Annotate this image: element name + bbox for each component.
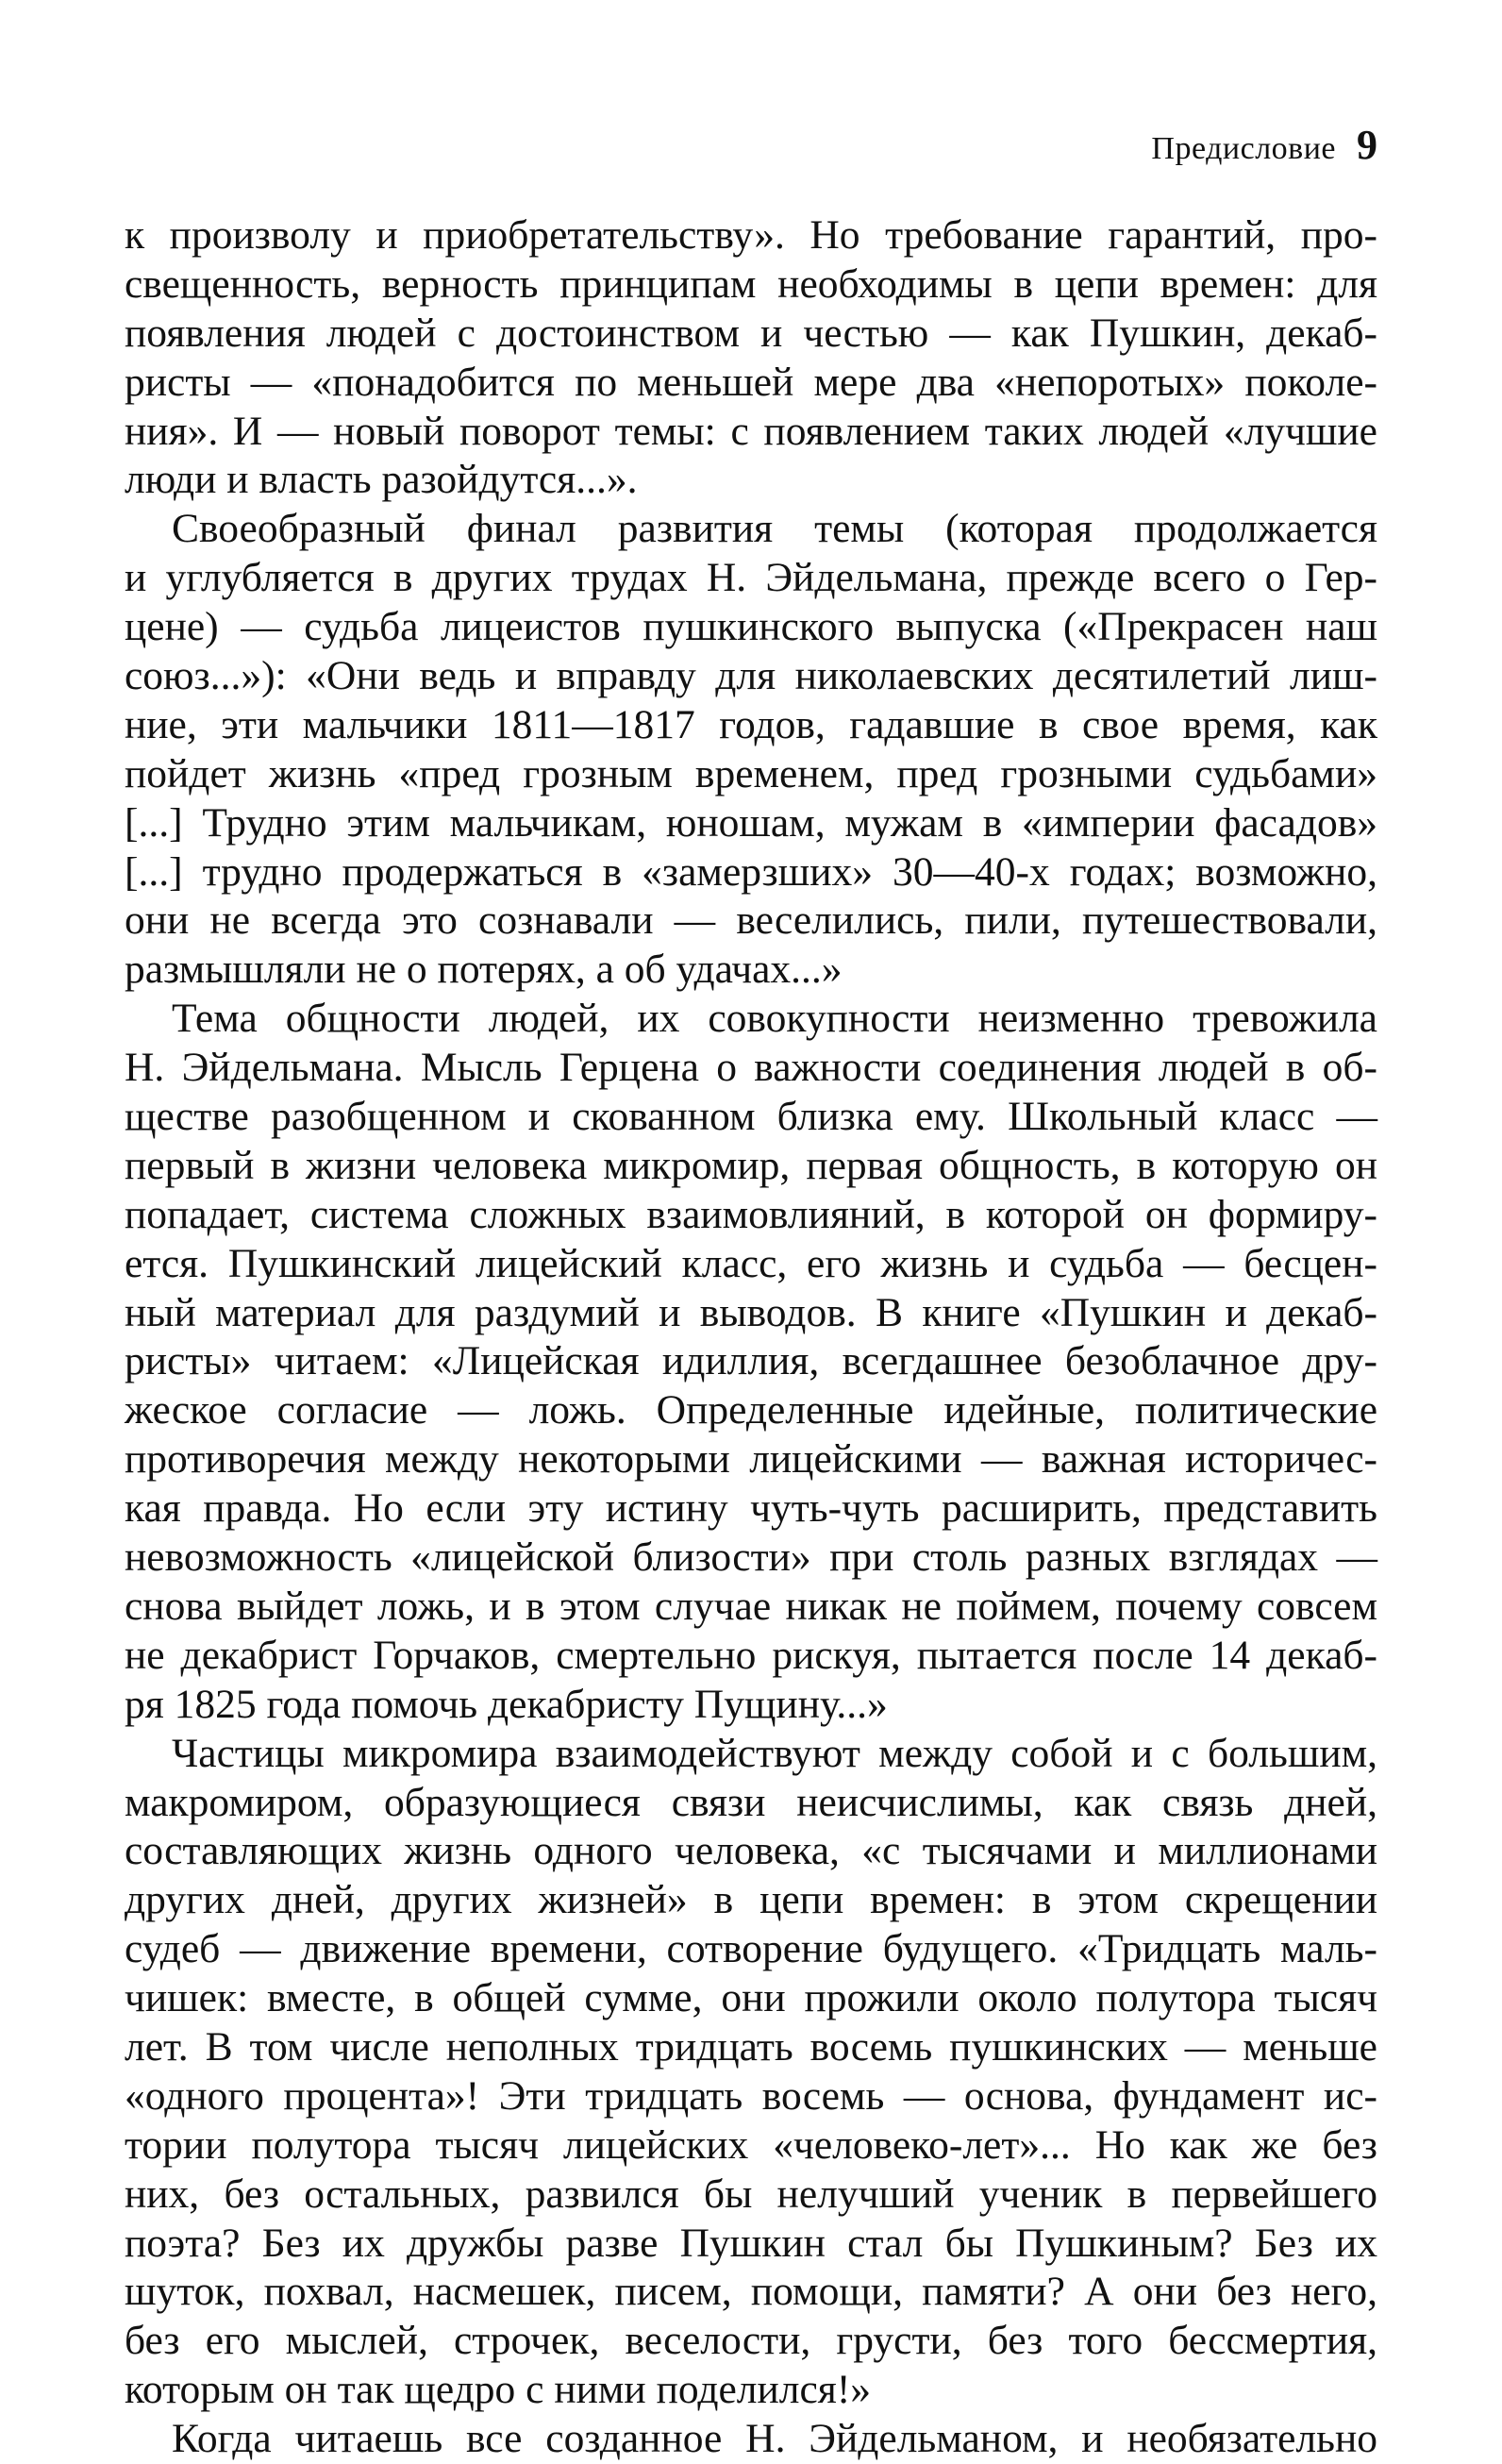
text-line: [...] Трудно этим мальчикам, юношам, мужам в «империи фасадов» [125, 799, 1377, 846]
text-line: жеское согласие — ложь. Определенные идейные, политические [125, 1387, 1377, 1433]
text-line: Частицы микромира взаимодействуют между собой и с большим, [172, 1730, 1377, 1776]
text-line: противоречия между некоторыми лицейскими — важная историчес- [125, 1436, 1377, 1483]
text-line: шуток, похвал, насмешек, писем, помощи, памяти? А они без него, [125, 2269, 1377, 2315]
text-line: Когда читаешь все созданное Н. Эйдельманом, и необязательно [172, 2416, 1377, 2462]
text-line: «одного процента»! Эти тридцать восемь — основа, фундамент ис- [125, 2072, 1377, 2119]
text-line: цене) — судьба лицеистов пушкинского выпуска («Прекрасен наш [125, 604, 1377, 650]
text-line: попадает, система сложных взаимовлияний, в которой он формиру- [125, 1191, 1377, 1237]
text-line: к произволу и приобретательству». Но требование гарантий, про- [125, 212, 1377, 258]
text-line: поэта? Без их дружбы разве Пушкин стал бы Пушкиным? Без их [125, 2220, 1377, 2266]
text-line: ществе разобщенном и скованном близка ему. Школьный класс — [125, 1094, 1377, 1140]
text-line: них, без остальных, развился бы нелучший ученик в первейшего [125, 2171, 1377, 2217]
text-line: других дней, других жизней» в цепи времен: в этом скрещении [125, 1877, 1377, 1923]
text-line: составляющих жизнь одного человека, «с тысячами и миллионами [125, 1828, 1377, 1874]
text-line: люди и власть разойдутся...». [125, 457, 638, 503]
text-line: которым он так щедро с ними поделился!» [125, 2367, 872, 2413]
text-line: Тема общности людей, их совокупности неизменно тревожила [172, 996, 1377, 1042]
text-line: Н. Эйдельмана. Мысль Герцена о важности соединения людей в об- [125, 1045, 1377, 1091]
running-head-title: Предисловие [1151, 131, 1336, 166]
text-line: кая правда. Но если эту истину чуть-чуть расширить, представить [125, 1485, 1377, 1532]
text-line: они не всегда это сознавали — веселились, пили, путешествовали, [125, 897, 1377, 944]
text-line: снова выйдет ложь, и в этом случае никак не поймем, почему совсем [125, 1583, 1377, 1629]
text-line: ется. Пушкинский лицейский класс, его жизнь и судьба — бесцен- [125, 1240, 1377, 1286]
book-page [125, 0, 1377, 2462]
text-line: макромиром, образующиеся связи неисчислимы, как связь дней, [125, 1779, 1377, 1825]
text-line: [...] трудно продержаться в «замерзших» 30—40-х годах; возможно, [125, 848, 1377, 895]
running-head [1151, 121, 1377, 169]
text-line: ный материал для раздумий и выводов. В книге «Пушкин и декаб- [125, 1289, 1377, 1335]
text-line: размышляли не о потерях, а об удачах...» [125, 947, 843, 993]
text-line: судеб — движение времени, сотворение будущего. «Тридцать маль- [125, 1926, 1377, 1972]
text-line: без его мыслей, строчек, веселости, грусти, без того бессмертия, [125, 2318, 1377, 2364]
text-line: первый в жизни человека микромир, первая общность, в которую он [125, 1142, 1377, 1188]
text-line: союз...»): «Они ведь и вправду для николаевских десятилетий лиш- [125, 653, 1377, 699]
text-line: чишек: вместе, в общей сумме, они прожили около полутора тысяч [125, 1975, 1377, 2021]
text-line: и углубляется в других трудах Н. Эйдельмана, прежде всего о Гер- [125, 555, 1377, 601]
text-line: тории полутора тысяч лицейских «человеко-лет»... Но как же без [125, 2121, 1377, 2168]
text-line: ния». И — новый поворот темы: с появлением таких людей «лучшие [125, 408, 1377, 454]
text-line: ристы» читаем: «Лицейская идиллия, всегдашнее безоблачное дру- [125, 1338, 1377, 1384]
page-number: 9 [1357, 122, 1377, 168]
text-line: ние, эти мальчики 1811—1817 годов, гадавшие в свое время, как [125, 701, 1377, 747]
text-line: лет. В том числе неполных тридцать восемь пушкинских — меньше [125, 2023, 1377, 2070]
text-line: невозможность «лицейской близости» при столь разных взглядах — [125, 1534, 1377, 1581]
text-line: свещенность, верность принципам необходимы в цепи времен: для [125, 260, 1377, 307]
text-line: ристы — «понадобится по меньшей мере два «непоротых» поколе- [125, 359, 1377, 405]
text-line: появления людей с достоинством и честью — как Пушкин, декаб- [125, 310, 1377, 356]
text-line: не декабрист Горчаков, смертельно рискуя, пытается после 14 декаб- [125, 1632, 1377, 1678]
text-line: Своеобразный финал развития темы (которая продолжается [172, 506, 1377, 552]
text-line: пойдет жизнь «пред грозным временем, пред грозными судьбами» [125, 750, 1377, 796]
body-text [125, 211, 1377, 2464]
text-line: ря 1825 года помочь декабристу Пущину...» [125, 1681, 888, 1727]
